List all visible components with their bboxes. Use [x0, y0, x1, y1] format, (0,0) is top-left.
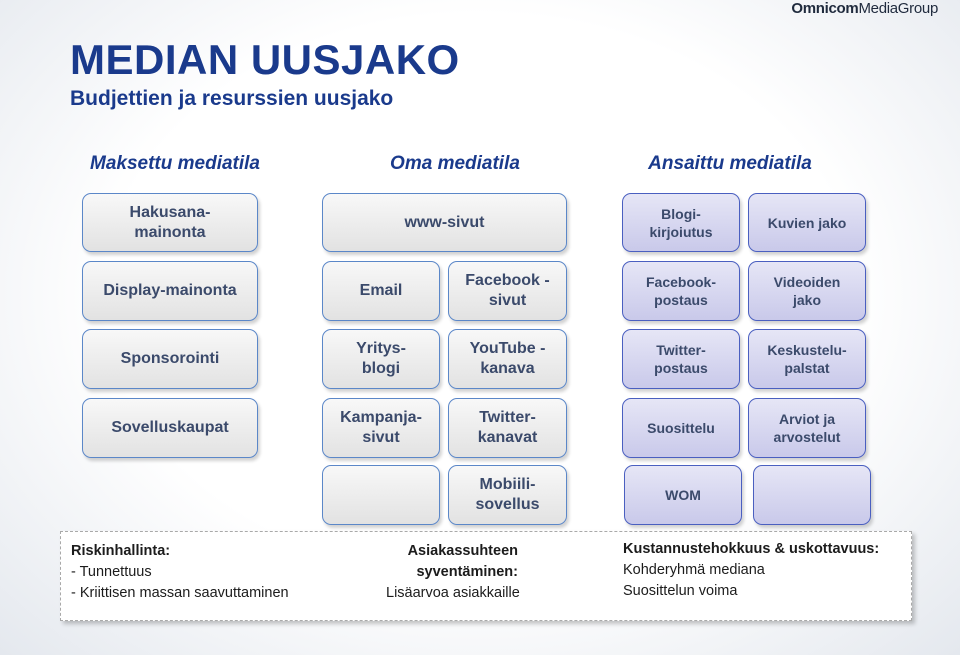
- box-facebook-postaus: Facebook- postaus: [622, 261, 740, 321]
- box-kuvien-jako: Kuvien jako: [748, 193, 866, 252]
- box-hakusanamainonta: Hakusana- mainonta: [82, 193, 258, 252]
- box-arviot-ja-arvostelut: Arviot ja arvostelut: [748, 398, 866, 458]
- box-blogikirjoitus: Blogi- kirjoiutus: [622, 193, 740, 252]
- box-sponsorointi: Sponsorointi: [82, 329, 258, 389]
- column-heading-owned: Oma mediatila: [390, 153, 520, 174]
- box-kampanjasivut: Kampanja- sivut: [322, 398, 440, 458]
- summary-cost-line: Kohderyhmä mediana: [623, 562, 765, 578]
- box-sovelluskaupat: Sovelluskaupat: [82, 398, 258, 458]
- column-heading-paid: Maksettu mediatila: [90, 153, 260, 174]
- box-keskustelupalstat: Keskustelu- palstat: [748, 329, 866, 389]
- box-www-sivut: www-sivut: [322, 193, 567, 252]
- box-display-mainonta: Display-mainonta: [82, 261, 258, 321]
- summary-customer-line: Lisäarvoa asiakkaille: [386, 585, 520, 601]
- box-facebook-sivut: Facebook - sivut: [448, 261, 567, 321]
- box-owned-empty: [322, 465, 440, 525]
- brand-logo: OmnicomMediaGroup: [791, 0, 938, 17]
- summary-customer-heading: Asiakassuhteen: [407, 543, 518, 559]
- page-subtitle: Budjettien ja resurssien uusjako: [70, 87, 394, 110]
- box-wom: WOM: [624, 465, 742, 525]
- summary-cost: [623, 539, 879, 602]
- summary-risk-line: - Kriittisen massan saavuttaminen: [71, 585, 289, 601]
- summary-risk-heading: Riskinhallinta:: [71, 543, 171, 559]
- column-heading-earned: Ansaittu mediatila: [648, 153, 812, 174]
- box-earned-empty: [753, 465, 871, 525]
- summary-panel: [60, 531, 912, 621]
- summary-cost-line: Suosittelun voima: [623, 583, 738, 599]
- summary-risk: [71, 541, 289, 604]
- box-videoiden-jako: Videoiden jako: [748, 261, 866, 321]
- box-youtube-kanava: YouTube - kanava: [448, 329, 567, 389]
- box-mobiilisovellus: Mobiili- sovellus: [448, 465, 567, 525]
- summary-cost-heading: Kustannustehokkuus & uskottavuus:: [623, 541, 880, 557]
- box-suosittelu: Suosittelu: [622, 398, 740, 458]
- summary-risk-line: - Tunnettuus: [71, 564, 152, 580]
- box-twitter-kanavat: Twitter- kanavat: [448, 398, 567, 458]
- box-yritysblogi: Yritys- blogi: [322, 329, 440, 389]
- box-email: Email: [322, 261, 440, 321]
- summary-customer-heading: syventäminen:: [416, 564, 518, 580]
- box-twitter-postaus: Twitter- postaus: [622, 329, 740, 389]
- page-title: MEDIAN UUSJAKO: [70, 36, 460, 83]
- summary-customer: [386, 541, 518, 604]
